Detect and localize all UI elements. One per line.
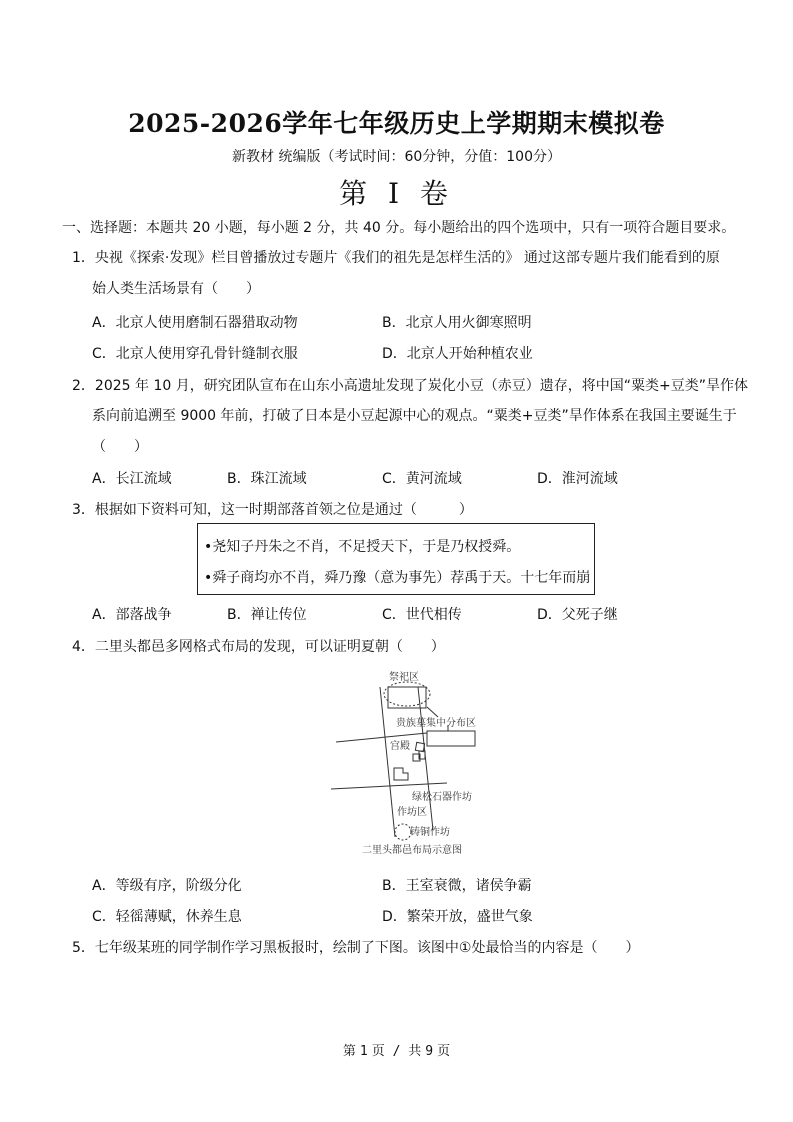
option-a[interactable]: A．北京人使用磨制石器猎取动物 [92, 315, 298, 331]
question-number: 2． [72, 378, 95, 394]
question-number: 1． [72, 250, 95, 266]
question-text: 二里头都邑多网格式布局的发现，可以证明夏朝（ ） [94, 639, 445, 655]
option-d[interactable]: D．北京人开始种植农业 [382, 346, 533, 362]
diagram-map-graphic [330, 665, 480, 860]
section-instructions: 一、选择题：本题共 20 小题，每小题 2 分，共 40 分。每小题给出的四个选项中，只有一项符合题目要求。 [62, 220, 736, 236]
option-d[interactable]: D．繁荣开放，盛世气象 [382, 909, 533, 925]
option-a[interactable]: A．等级有序，阶级分化 [92, 878, 242, 894]
diagram-caption: 二里头都邑布局示意图 [362, 845, 462, 856]
label-palace: 宫殿 [390, 741, 410, 752]
question-text: 七年级某班的同学制作学习黑板报时，绘制了下图。该图中①处最恰当的内容是（ ） [94, 940, 640, 956]
question-number: 4． [72, 639, 95, 655]
page-footer: 第 1 页 / 共 9 页 [342, 1044, 451, 1059]
total-pages: 9 [425, 1044, 434, 1059]
option-c[interactable]: C．黄河流域 [382, 471, 462, 487]
question-stem [72, 636, 445, 656]
source-material-box [197, 523, 595, 595]
option-c[interactable]: C．轻徭薄赋，休养生息 [92, 909, 242, 925]
question-stem [72, 247, 720, 267]
question-number: 3． [72, 502, 95, 518]
exam-subtitle: 新教材 统编版（考试时间：60分钟，分值：100分） [232, 149, 561, 165]
option-c[interactable]: C．北京人使用穿孔骨针缝制衣服 [92, 346, 298, 362]
volume-heading: 第 Ⅰ 卷 [339, 177, 454, 210]
material-line: •舜子商均亦不肖，舜乃豫（意为事先）荐禹于天。十七年而崩 [204, 570, 591, 586]
material-line: •尧知子丹朱之不肖，不足授天下，于是乃权授舜。 [204, 539, 521, 555]
option-c[interactable]: C．世代相传 [382, 607, 462, 623]
question-stem [72, 499, 473, 519]
option-b[interactable]: B．王室衰微，诸侯争霸 [382, 878, 532, 894]
option-b[interactable]: B．珠江流域 [227, 471, 307, 487]
question-stem [72, 937, 639, 957]
question-stem-continued: 始人类生活场景有（ ） [92, 281, 260, 297]
question-text: 根据如下资料可知，这一时期部落首领之位是通过（ ） [94, 502, 473, 518]
label-sacrifice-area: 祭祀区 [389, 672, 419, 683]
option-a[interactable]: A．部落战争 [92, 607, 172, 623]
question-number: 5． [72, 940, 95, 956]
label-bronze-workshop: 铸铜作坊 [410, 827, 450, 838]
option-a[interactable]: A．长江流域 [92, 471, 172, 487]
erlitou-layout-diagram [330, 665, 480, 860]
option-d[interactable]: D．父死子继 [537, 607, 618, 623]
label-workshop-area: 作坊区 [397, 807, 427, 818]
question-stem [72, 375, 748, 395]
question-text: 2025 年 10 月，研究团队宣布在山东小高遗址发现了炭化小豆（赤豆）遗存，将中国“粟类+豆类”旱作体 [94, 378, 748, 394]
option-b[interactable]: B．北京人用火御寒照明 [382, 315, 532, 331]
current-page-number: 1 [359, 1044, 368, 1059]
label-turquoise-workshop: 绿松石器作坊 [412, 792, 472, 803]
label-nobles-tomb-area: 贵族墓集中分布区 [396, 718, 476, 729]
question-text: 央视《探索·发现》栏目曾播放过专题片《我们的祖先是怎样生活的》 通过这部专题片我们能看到的原 [94, 250, 720, 266]
question-stem-continued: 系向前追溯至 9000 年前，打破了日本是小豆起源中心的观点。“粟类+豆类”旱作体系在我国主要诞生于 [92, 408, 737, 424]
option-d[interactable]: D．淮河流域 [537, 471, 618, 487]
answer-bracket: （ ） [92, 439, 148, 455]
exam-title: 2025-2026学年七年级历史上学期期末模拟卷 [128, 109, 665, 138]
option-b[interactable]: B．禅让传位 [227, 607, 307, 623]
